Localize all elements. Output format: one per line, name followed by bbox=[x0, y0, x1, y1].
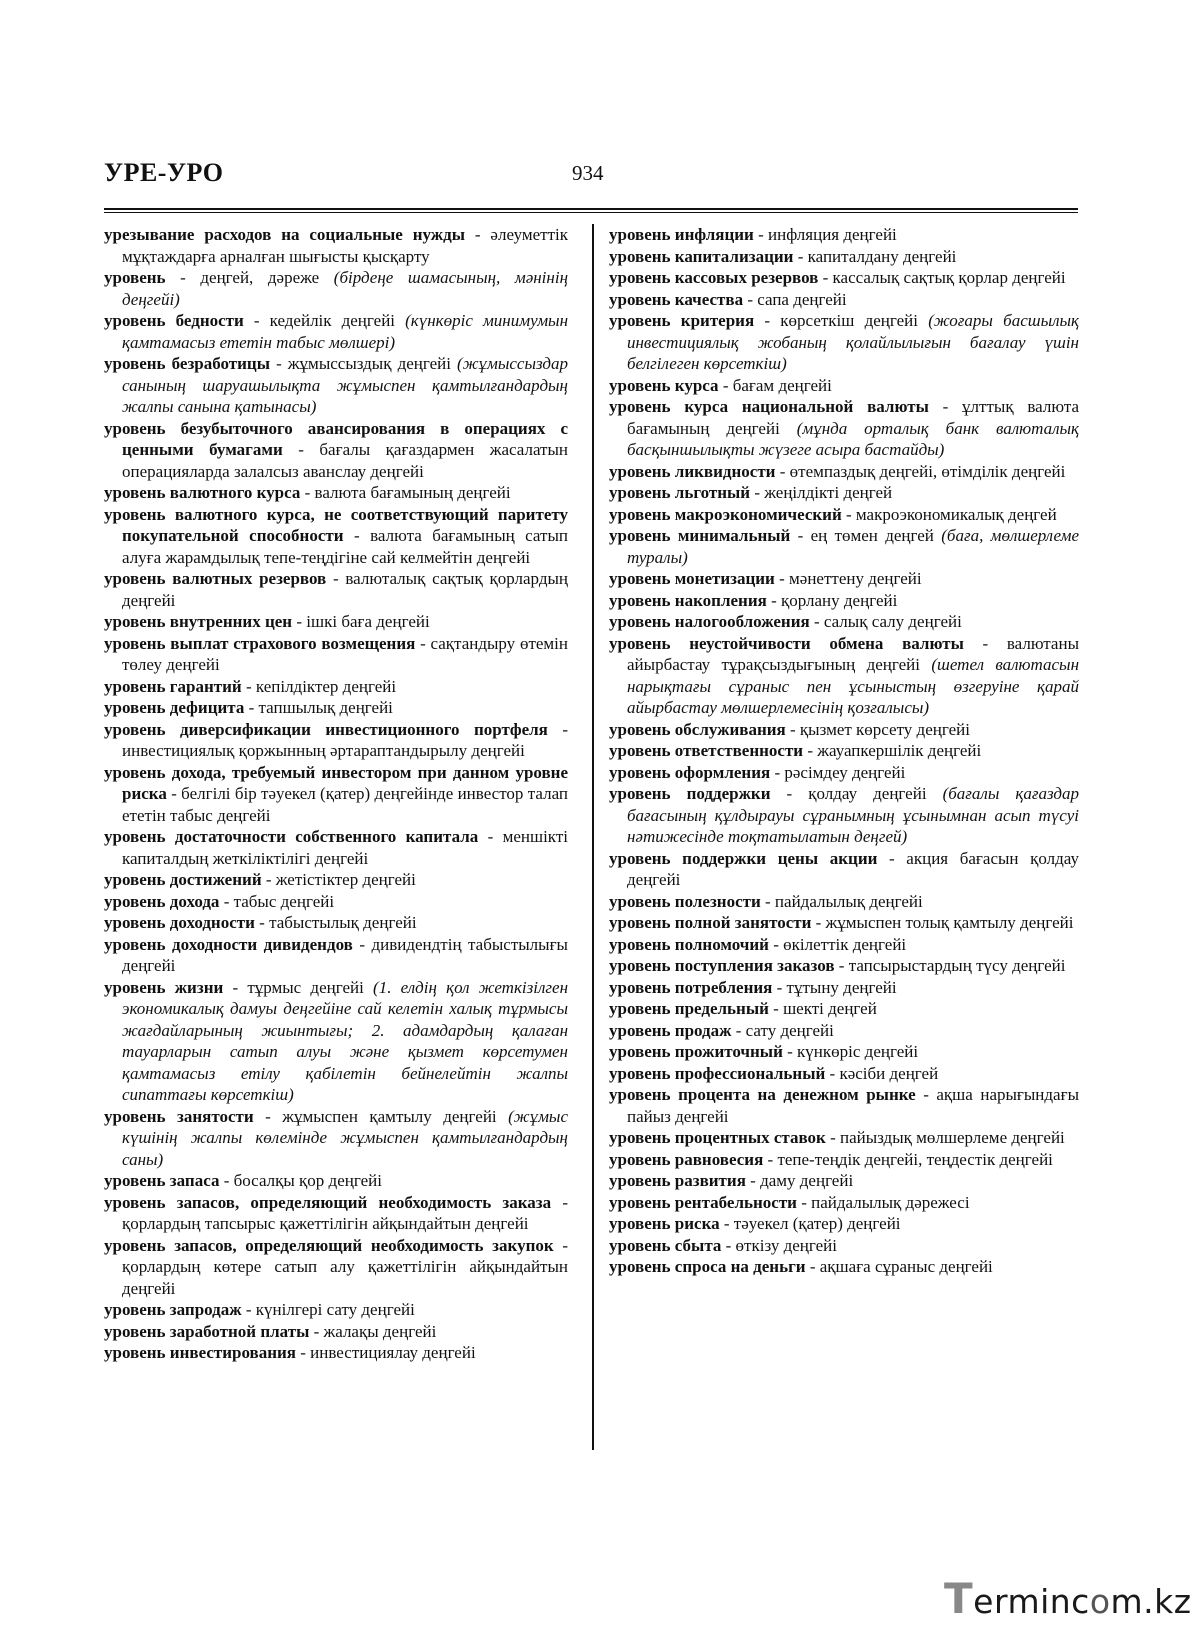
dictionary-entry bbox=[104, 353, 568, 418]
dictionary-entry bbox=[104, 977, 568, 1106]
dictionary-entry bbox=[609, 1192, 1079, 1214]
logo-letter-t: T bbox=[944, 1574, 974, 1623]
dictionary-entry bbox=[609, 719, 1079, 741]
entry-translation: - табыс деңгейі bbox=[219, 891, 335, 911]
entry-term: уровень доходности bbox=[104, 913, 255, 932]
entry-translation: - белгілі бір тәуекел (қатер) деңгейінде инвестор талап ететін табыс деңгейі bbox=[122, 784, 568, 825]
entry-term: уровень налогообложения bbox=[609, 612, 810, 631]
entry-translation: - сапа деңгейі bbox=[743, 289, 847, 309]
dictionary-entry bbox=[104, 267, 568, 310]
entry-translation: - ең төмен деңгей bbox=[790, 526, 942, 545]
entry-term: уровень запасов, определяющий необходимость закупок bbox=[104, 1235, 554, 1255]
dictionary-entry bbox=[104, 1299, 568, 1321]
entry-term: уровень процентных ставок bbox=[609, 1128, 826, 1147]
entry-term: уровень равновесия bbox=[609, 1149, 764, 1169]
entry-term: уровень рентабельности bbox=[609, 1192, 797, 1212]
dictionary-entry bbox=[609, 955, 1079, 977]
entry-translation: - пайдалылық дәрежесі bbox=[796, 1192, 970, 1212]
dictionary-entry bbox=[609, 762, 1079, 784]
header-rule-thin bbox=[104, 212, 1078, 213]
entry-translation: - деңгей, дәреже bbox=[165, 268, 334, 287]
entry-translation: - тапшылық деңгейі bbox=[244, 698, 393, 717]
site-logo bbox=[944, 1574, 1192, 1623]
entry-term: уровень поддержки bbox=[609, 784, 771, 803]
entry-translation: - қолдау деңгейі bbox=[770, 784, 943, 803]
entry-translation: - макроэкономикалық деңгей bbox=[841, 504, 1057, 524]
entry-term: уровень валютного курса, не соответствующий паритету покупательной способности bbox=[104, 504, 568, 545]
entry-definition: (баға, мөлшерлеме туралы) bbox=[627, 526, 1079, 567]
entry-translation: - ұлттық валюта бағамының деңгейі bbox=[627, 397, 1079, 438]
entry-term: уровень неустойчивости обмена валюты bbox=[609, 633, 964, 653]
entry-definition: (жұмыс күшінің жалпы көлемінде жұмыспен қамтылғандардың саны) bbox=[122, 1106, 568, 1169]
dictionary-entry bbox=[609, 375, 1079, 397]
entry-translation: - жұмыссыздық деңгейі bbox=[270, 354, 458, 373]
entry-translation: - пайдалылық деңгейі bbox=[760, 891, 923, 911]
entry-translation: - жауапкершілік деңгейі bbox=[803, 741, 982, 760]
entry-translation: - өкілеттік деңгейі bbox=[768, 934, 907, 954]
entry-translation: - инвестициялық қоржынның әртараптандырылу деңгейі bbox=[122, 719, 568, 760]
entry-term: уровень дохода, требуемый инвестором при данном уровне риска bbox=[104, 762, 568, 803]
dictionary-entry bbox=[609, 977, 1079, 999]
dictionary-entry bbox=[104, 1235, 568, 1300]
dictionary-entry bbox=[609, 1170, 1079, 1192]
dictionary-entry bbox=[104, 826, 568, 869]
entry-term: уровень предельный bbox=[609, 999, 769, 1018]
dictionary-entry bbox=[104, 568, 568, 611]
entry-term: уровень спроса на деньги bbox=[609, 1257, 806, 1276]
dictionary-entry bbox=[609, 611, 1079, 633]
dictionary-entry bbox=[104, 676, 568, 698]
dictionary-entry bbox=[609, 740, 1079, 762]
entry-term: уровень минимальный bbox=[609, 526, 791, 545]
entry-term: уровень потребления bbox=[609, 977, 773, 997]
dictionary-entry bbox=[609, 891, 1079, 913]
dictionary-entry bbox=[609, 934, 1079, 956]
entry-translation: - бағалы қағаздармен жасалатын операцияларда залалсыз аванслау деңгейі bbox=[122, 440, 569, 481]
entry-translation: - сату деңгейі bbox=[731, 1020, 834, 1040]
header-rule-thick bbox=[104, 208, 1078, 210]
entry-translation: - қызмет көрсету деңгейі bbox=[785, 719, 970, 739]
dictionary-entry bbox=[104, 418, 568, 483]
entry-term: уровень запаса bbox=[104, 1171, 220, 1190]
entry-term: уровень валютного курса bbox=[104, 483, 301, 502]
entry-translation: - өткізу деңгейі bbox=[721, 1235, 837, 1255]
entry-term: уровень накопления bbox=[609, 590, 767, 610]
entry-term: уровень критерия bbox=[609, 311, 755, 330]
entry-term: уровень достаточности собственного капитала bbox=[104, 827, 479, 846]
dictionary-entry bbox=[104, 310, 568, 353]
entry-translation: - тапсырыстардың түсу деңгейі bbox=[834, 956, 1066, 975]
entry-term: уровень полномочий bbox=[609, 934, 769, 954]
entry-term: уровень безубыточного авансирования в операциях с ценными бумагами bbox=[104, 418, 568, 459]
entry-term: уровень поддержки цены акции bbox=[609, 848, 878, 868]
entry-term: уровень риска bbox=[609, 1214, 720, 1233]
right-column bbox=[609, 224, 1079, 1278]
dictionary-entry bbox=[104, 912, 568, 934]
entry-translation: - күнкөріс деңгейі bbox=[782, 1042, 919, 1061]
dictionary-entry bbox=[609, 1084, 1079, 1127]
dictionary-entry bbox=[609, 482, 1079, 504]
dictionary-entry bbox=[104, 762, 568, 827]
dictionary-entry bbox=[609, 1256, 1079, 1278]
dictionary-entry bbox=[609, 310, 1079, 375]
entry-term: уровень валютных резервов bbox=[104, 569, 327, 588]
entry-term: уровень кассовых резервов bbox=[609, 268, 819, 287]
entry-term: уровень оформления bbox=[609, 762, 771, 782]
entry-translation: - көрсеткіш деңгейі bbox=[754, 311, 929, 330]
dictionary-entry bbox=[104, 224, 568, 267]
dictionary-entry bbox=[609, 590, 1079, 612]
entry-translation: - ақшаға сұраныс деңгейі bbox=[805, 1257, 993, 1276]
dictionary-entry bbox=[609, 848, 1079, 891]
dictionary-entry bbox=[609, 504, 1079, 526]
entry-translation: - күнілгері сату деңгейі bbox=[241, 1300, 415, 1319]
entry-term: уровень монетизации bbox=[609, 569, 775, 588]
dictionary-entry bbox=[104, 1321, 568, 1343]
dictionary-entry bbox=[609, 1063, 1079, 1085]
entry-definition: (бірдеңе шамасының, мәнінің деңгейі) bbox=[122, 268, 568, 309]
dictionary-entry bbox=[609, 1020, 1079, 1042]
dictionary-entry bbox=[609, 783, 1079, 848]
entry-translation: - ішкі баға деңгейі bbox=[292, 612, 430, 631]
entry-term: уровень достижений bbox=[104, 870, 262, 889]
entry-term: уровень занятости bbox=[104, 1106, 254, 1126]
dictionary-entry bbox=[609, 1213, 1079, 1235]
dictionary-entry bbox=[104, 504, 568, 569]
entry-term: уровень заработной платы bbox=[104, 1321, 310, 1341]
entry-translation: - кедейлік деңгейі bbox=[243, 311, 406, 330]
entry-translation: - валюталық сақтық қорлардың деңгейі bbox=[122, 569, 568, 610]
entry-translation: - ақша нарығындағы пайыз деңгейі bbox=[627, 1085, 1079, 1126]
dictionary-entry bbox=[609, 633, 1079, 719]
entry-definition: (шетел валютасын нарықтағы сұраныс пен ұсыныстың өзгеруіне қарай айырбастау мөлшерлемесінің қозғалысы) bbox=[627, 655, 1079, 717]
entry-term: уровень запасов, определяющий необходимость заказа bbox=[104, 1192, 552, 1212]
entry-term: уровень безработицы bbox=[104, 354, 270, 373]
entry-term: уровень полезности bbox=[609, 891, 761, 911]
entry-definition: (жұмыссыздар санының шаруашылықта жұмыспен қамтылғандардың жалпы санына қатынасы) bbox=[122, 354, 568, 416]
page-header-title: УРЕ-УРО bbox=[104, 158, 224, 187]
entry-term: уровень обслуживания bbox=[609, 719, 786, 739]
entry-translation: - пайыздық мөлшерлеме деңгейі bbox=[825, 1128, 1065, 1147]
entry-term: уровень прожиточный bbox=[609, 1042, 783, 1061]
entry-term: уровень курса национальной валюты bbox=[609, 397, 929, 416]
entry-definition: (мұнда орталық банк валюталық басқыншылықты жүзеге асыра бастайды) bbox=[627, 418, 1079, 459]
entry-term: уровень профессиональный bbox=[609, 1063, 826, 1083]
entry-term: уровень ликвидности bbox=[609, 461, 776, 481]
dictionary-entry bbox=[104, 719, 568, 762]
entry-term: уровень внутренних цен bbox=[104, 612, 293, 631]
entry-translation: - сақтандыру өтемін төлеу деңгейі bbox=[122, 633, 568, 674]
entry-translation: - мәнеттену деңгейі bbox=[774, 569, 922, 588]
entry-definition: (1. елдің қол жеткізілген экономикалық дамуы деңгейіне сай келетін халық тұрмысы жағдайларының жиынтығы; 2. адамдардың қалаған тауарларын сатып алуы және қызмет көрсетумен қамтамасыз етілу қабілетін бейнелейтін жалпы сипаттағы көрсеткіш) bbox=[122, 977, 568, 1104]
logo-magnifier-o: o bbox=[1089, 1582, 1111, 1621]
dictionary-entry bbox=[104, 1106, 568, 1171]
entry-term: уровень продаж bbox=[609, 1020, 732, 1040]
dictionary-entry bbox=[609, 1149, 1079, 1171]
entry-translation: - рәсімдеу деңгейі bbox=[770, 762, 906, 782]
entry-term: уровень бедности bbox=[104, 311, 244, 330]
entry-translation: - босалқы қор деңгейі bbox=[219, 1171, 382, 1190]
entry-term: уровень поступления заказов bbox=[609, 956, 835, 975]
entry-translation: - табыстылық деңгейі bbox=[254, 913, 417, 932]
dictionary-entry bbox=[609, 525, 1079, 568]
entry-translation: - әлеуметтік мұқтаждарға арналған шығысты қысқарту bbox=[122, 225, 569, 266]
dictionary-entry bbox=[609, 267, 1079, 289]
logo-text-part: m.kz bbox=[1110, 1582, 1192, 1621]
dictionary-entry bbox=[609, 1235, 1079, 1257]
entry-term: уровень полной занятости bbox=[609, 913, 812, 932]
entry-translation: - инвестициялау деңгейі bbox=[296, 1343, 476, 1362]
dictionary-entry bbox=[609, 912, 1079, 934]
entry-translation: - валюта бағамының сатып алуға жарамдылық тепе-теңдігіне сай келмейтін деңгейі bbox=[122, 526, 568, 567]
dictionary-entry bbox=[609, 396, 1079, 461]
entry-translation: - жалақы деңгейі bbox=[309, 1321, 437, 1341]
entry-translation: - тәуекел (қатер) деңгейі bbox=[719, 1214, 901, 1233]
entry-translation: - тепе-теңдік деңгейі, теңдестік деңгейі bbox=[763, 1149, 1053, 1169]
entry-translation: - валюта бағамының деңгейі bbox=[300, 483, 511, 502]
dictionary-entry bbox=[104, 697, 568, 719]
dictionary-entry bbox=[104, 1192, 568, 1235]
entry-translation: - салық салу деңгейі bbox=[809, 612, 962, 631]
entry-term: урезывание расходов на социальные нужды bbox=[104, 225, 465, 244]
entry-definition: (бағалы қағаздар бағасының құлдырауы сұранымның ұсынымнан асып түсуі нәтижесінде тоқтатылатын деңгей) bbox=[627, 784, 1079, 846]
dictionary-entry bbox=[609, 461, 1079, 483]
entry-term: уровень инфляции bbox=[609, 225, 754, 244]
dictionary-entry bbox=[609, 998, 1079, 1020]
entry-term: уровень капитализации bbox=[609, 246, 794, 266]
entry-definition: (күнкөріс минимумын қамтамасыз ететін табыс мөлшері) bbox=[122, 311, 569, 352]
entry-term: уровень запродаж bbox=[104, 1300, 242, 1319]
entry-term: уровень инвестирования bbox=[104, 1343, 297, 1362]
entry-translation: - жеңілдікті деңгей bbox=[750, 483, 893, 502]
dictionary-entry bbox=[609, 1041, 1079, 1063]
entry-translation: - меншікті капиталдың жеткіліктілігі деңгейі bbox=[122, 827, 568, 868]
entry-translation: - тұрмыс деңгейі bbox=[223, 977, 374, 997]
entry-translation: - өтемпаздық деңгейі, өтімділік деңгейі bbox=[775, 461, 1066, 481]
entry-term: уровень диверсификации инвестиционного портфеля bbox=[104, 719, 548, 739]
entry-term: уровень выплат страхового возмещения bbox=[104, 633, 416, 653]
dictionary-entry bbox=[609, 224, 1079, 246]
entry-term: уровень bbox=[104, 268, 166, 287]
dictionary-entry bbox=[104, 891, 568, 913]
entry-term: уровень макроэкономический bbox=[609, 504, 842, 524]
logo-text-part: erminc bbox=[973, 1582, 1090, 1621]
entry-term: уровень курса bbox=[609, 375, 719, 395]
dictionary-entry bbox=[104, 869, 568, 891]
entry-translation: - тұтыну деңгейі bbox=[772, 977, 897, 997]
entry-translation: - кассалық сақтық қорлар деңгейі bbox=[818, 268, 1066, 287]
entry-translation: - акция бағасын қолдау деңгейі bbox=[627, 848, 1079, 889]
entry-translation: - кәсіби деңгей bbox=[825, 1063, 939, 1083]
page-number: 934 bbox=[572, 161, 604, 185]
dictionary-entry bbox=[609, 568, 1079, 590]
dictionary-entry bbox=[104, 633, 568, 676]
entry-term: уровень сбыта bbox=[609, 1235, 722, 1255]
entry-translation: - дивидендтің табыстылығы деңгейі bbox=[122, 934, 568, 975]
dictionary-entry bbox=[609, 1127, 1079, 1149]
dictionary-entry bbox=[609, 246, 1079, 268]
dictionary-entry bbox=[609, 289, 1079, 311]
entry-translation: - жұмыспен толық қамтылу деңгейі bbox=[811, 913, 1074, 932]
dictionary-entry bbox=[104, 1170, 568, 1192]
dictionary-entry bbox=[104, 611, 568, 633]
entry-translation: - валютаны айырбастау тұрақсыздығының деңгейі bbox=[627, 633, 1079, 674]
entry-translation: - шекті деңгей bbox=[768, 999, 877, 1018]
entry-translation: - инфляция деңгейі bbox=[753, 225, 897, 244]
entry-term: уровень дохода bbox=[104, 891, 220, 911]
entry-term: уровень процента на денежном рынке bbox=[609, 1085, 916, 1104]
entry-definition: (жоғары басшылық инвестициялық жобаның қолайлылығын бағалау үшін белгілеген көрсеткіш) bbox=[627, 311, 1079, 373]
entry-term: уровень гарантий bbox=[104, 676, 242, 696]
entry-term: уровень ответственности bbox=[609, 741, 804, 760]
entry-term: уровень дефицита bbox=[104, 698, 245, 717]
entry-translation: - жетістіктер деңгейі bbox=[261, 870, 416, 889]
dictionary-entry bbox=[104, 482, 568, 504]
entry-translation: - капиталдану деңгейі bbox=[793, 246, 957, 266]
entry-term: уровень льготный bbox=[609, 483, 751, 502]
entry-translation: - даму деңгейі bbox=[745, 1171, 854, 1190]
entry-term: уровень доходности дивидендов bbox=[104, 934, 353, 954]
entry-translation: - кепілдіктер деңгейі bbox=[241, 676, 397, 696]
left-column bbox=[104, 224, 568, 1364]
entry-translation: - бағам деңгейі bbox=[718, 375, 832, 395]
column-divider bbox=[592, 224, 594, 1450]
entry-translation: - қорлану деңгейі bbox=[766, 590, 898, 610]
entry-translation: - жұмыспен қамтылу деңгейі bbox=[253, 1106, 509, 1126]
entry-term: уровень развития bbox=[609, 1171, 746, 1190]
dictionary-entry bbox=[104, 934, 568, 977]
entry-translation: - қорлардың тапсырыс қажеттілігін айқындайтын деңгейі bbox=[122, 1192, 568, 1233]
entry-term: уровень жизни bbox=[104, 977, 224, 997]
entry-translation: - қорлардың көтере сатып алу қажеттілігін айқындайтын деңгейі bbox=[122, 1235, 568, 1298]
dictionary-entry bbox=[104, 1342, 568, 1364]
entry-term: уровень качества bbox=[609, 289, 744, 309]
